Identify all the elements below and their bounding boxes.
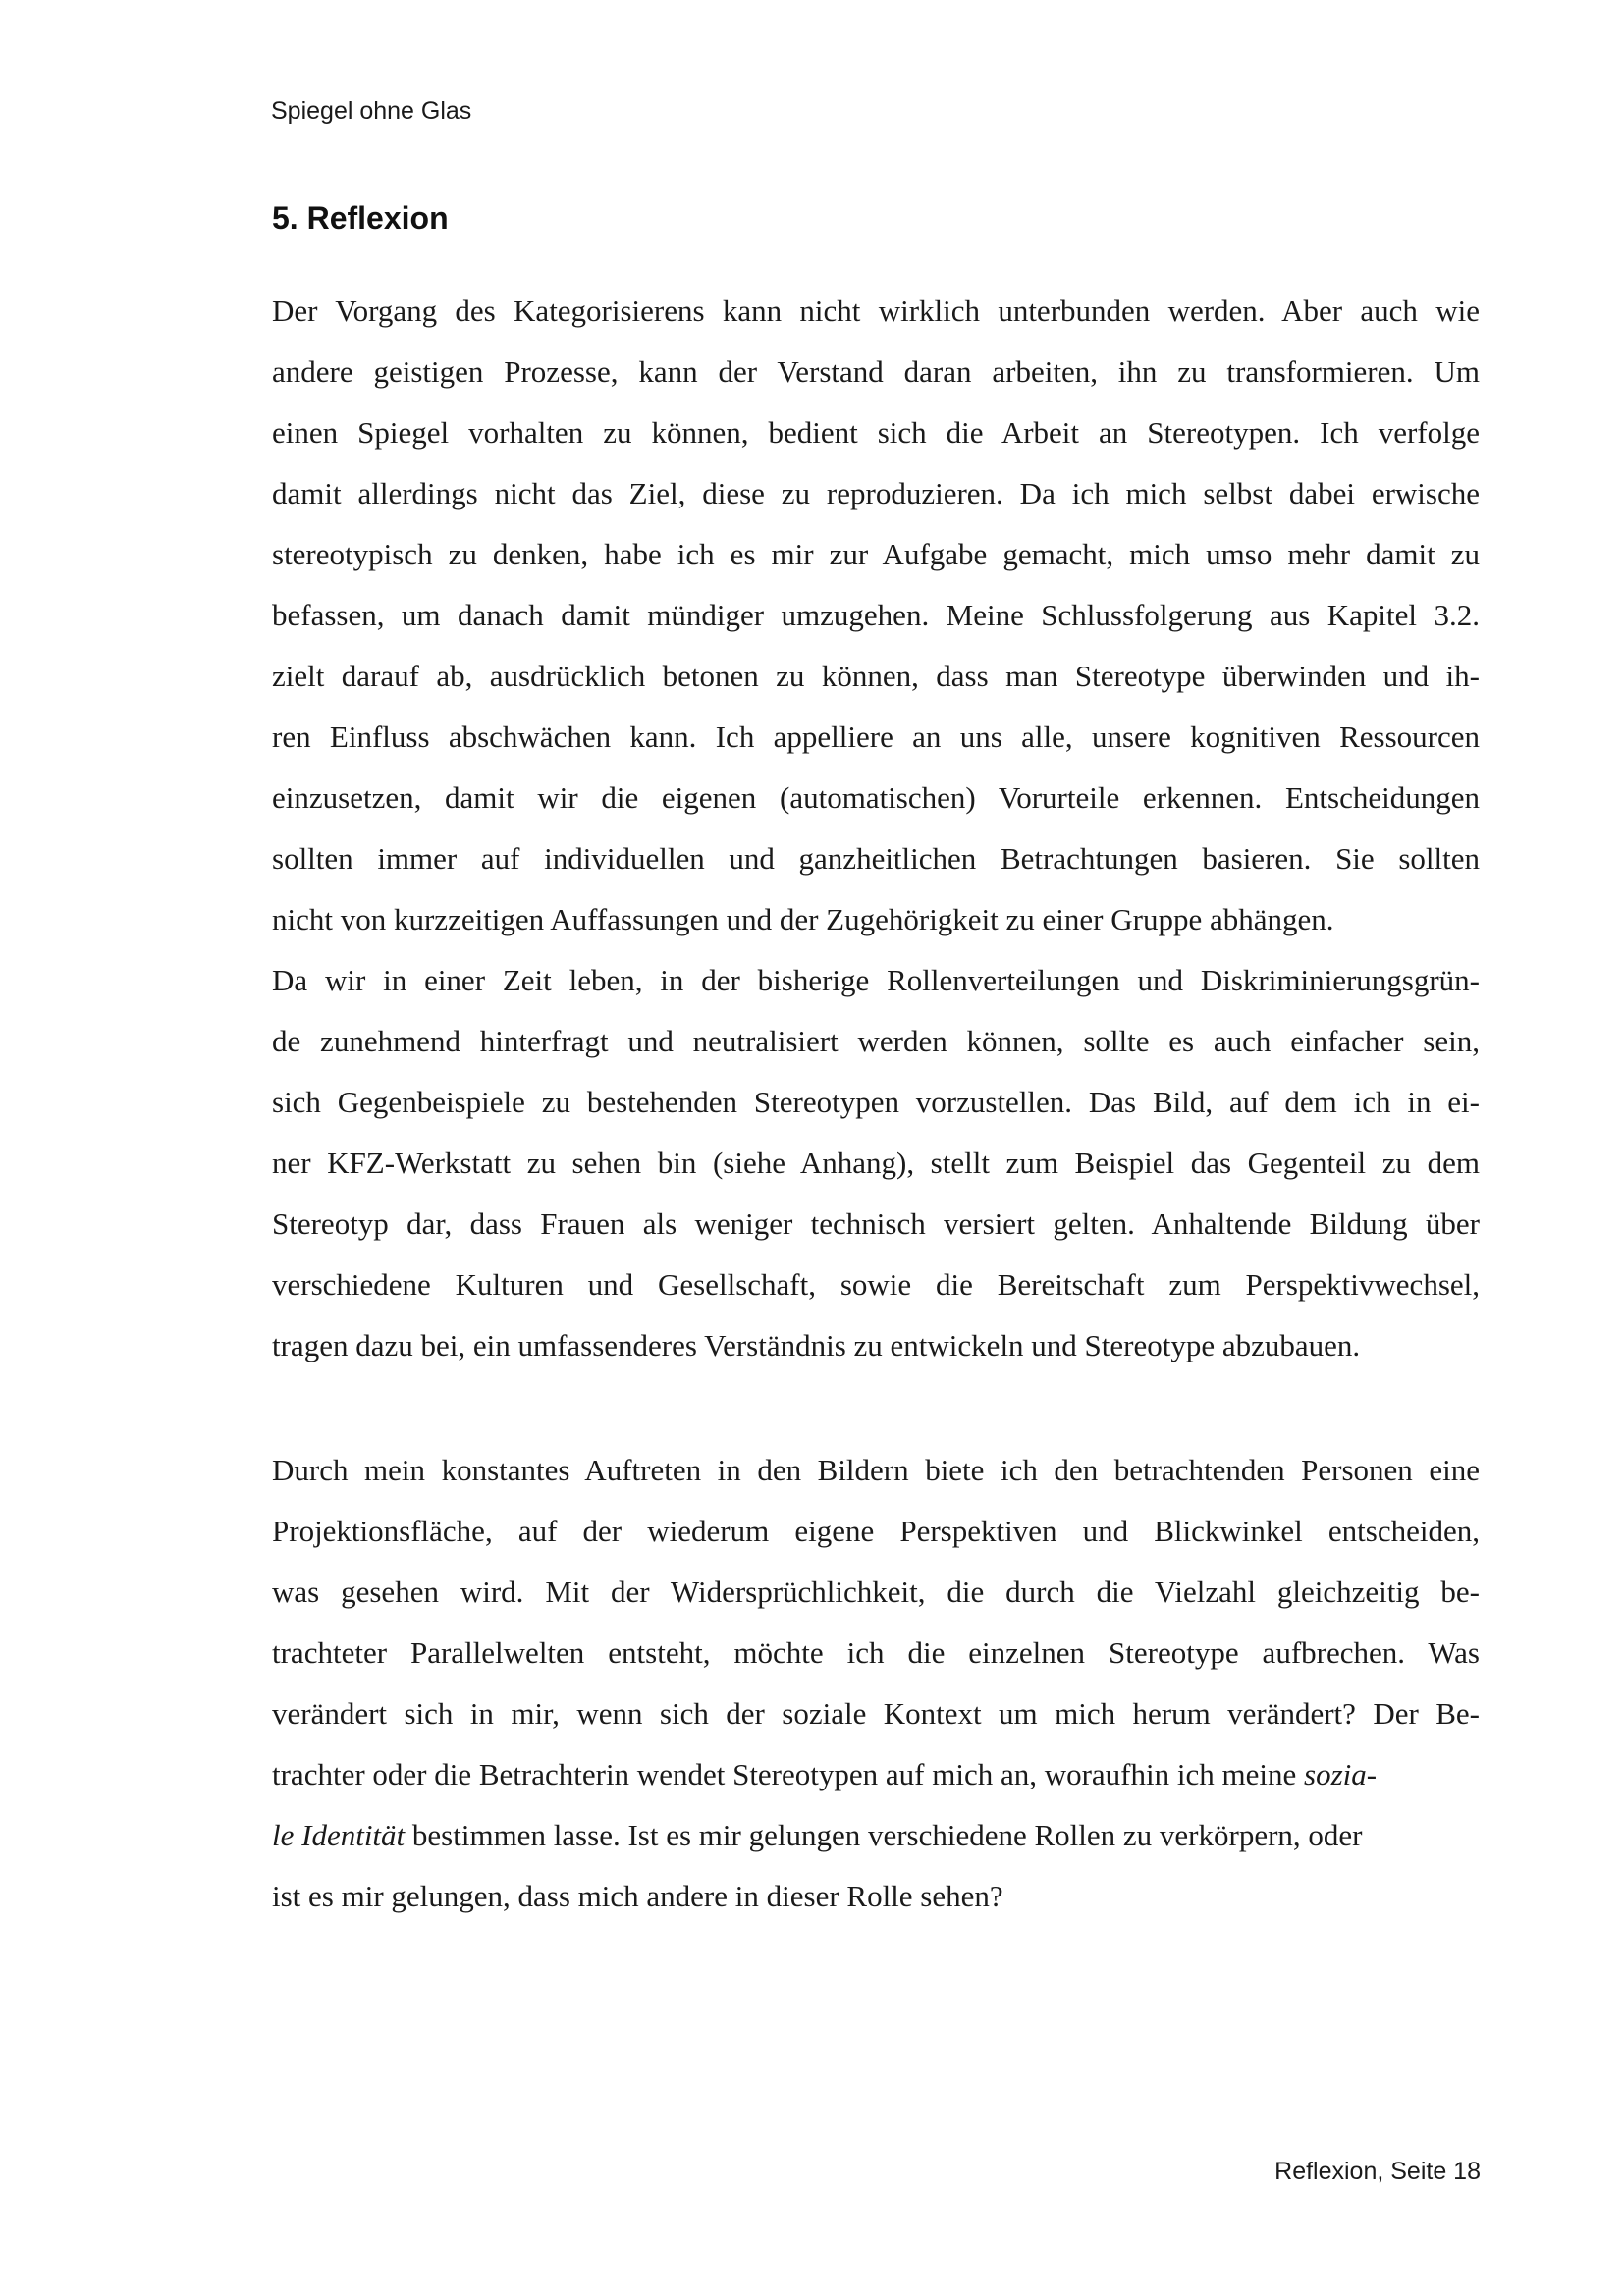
text-line: Da wir in einer Zeit leben, in der bisherige Rollenverteilungen und Diskriminierungsgrün- (272, 963, 1480, 997)
text-line: de zunehmend hinterfragt und neutralisiert werden können, sollte es auch einfacher sein, (272, 1024, 1480, 1058)
text-line: sich Gegenbeispiele zu bestehenden Stereotypen vorzustellen. Das Bild, auf dem ich in ei- (272, 1085, 1480, 1119)
text-line (272, 1805, 1480, 1866)
text-line: Durch mein konstantes Auftreten in den Bildern biete ich den betrachtenden Personen eine (272, 1453, 1480, 1487)
text-line: ren Einfluss abschwächen kann. Ich appelliere an uns alle, unsere kognitiven Ressourcen (272, 720, 1480, 754)
text-line: Der Vorgang des Kategorisierens kann nicht wirklich unterbunden werden. Aber auch wie (272, 294, 1480, 328)
text-line-start: trachter oder die Betrachterin wendet Stereotypen auf mich an, woraufhin ich meine (272, 1757, 1297, 1791)
running-header: Spiegel ohne Glas (271, 97, 472, 125)
text-line: nicht von kurzzeitigen Auffassungen und der Zugehörigkeit zu einer Gruppe abhängen. (272, 902, 1334, 936)
text-line: damit allerdings nicht das Ziel, diese zu reproduzieren. Da ich mich selbst dabei erwische (272, 476, 1480, 510)
section-heading: 5. Reflexion (272, 200, 449, 236)
text-line: verändert sich in mir, wenn sich der soziale Kontext um mich herum verändert? Der Be- (272, 1696, 1480, 1731)
text-line: befassen, um danach damit mündiger umzugehen. Meine Schlussfolgerung aus Kapitel 3.2. (272, 598, 1480, 632)
text-line: stereotypisch zu denken, habe ich es mir zur Aufgabe gemacht, mich umso mehr damit zu (272, 537, 1480, 571)
text-line: trachteter Parallelwelten entsteht, möchte ich die einzelnen Stereotype aufbrechen. Was (272, 1635, 1480, 1670)
paragraph-2 (272, 1440, 1480, 1927)
emphasized-term: le Identität (272, 1818, 406, 1852)
text-line-rest: bestimmen lasse. Ist es mir gelungen verschiedene Rollen zu verkörpern, oder (405, 1818, 1363, 1852)
emphasized-term: sozia- (1304, 1757, 1378, 1791)
paragraph-1 (272, 281, 1480, 1376)
text-line: ist es mir gelungen, dass mich andere in dieser Rolle sehen? (272, 1879, 1003, 1913)
page-footer: Reflexion, Seite 18 (1274, 2158, 1481, 2185)
text-line: Stereotyp dar, dass Frauen als weniger technisch versiert gelten. Anhaltende Bildung über (272, 1206, 1480, 1241)
text-line: was gesehen wird. Mit der Widersprüchlichkeit, die durch die Vielzahl gleichzeitig be- (272, 1575, 1480, 1609)
text-line: einen Spiegel vorhalten zu können, bedient sich die Arbeit an Stereotypen. Ich verfolge (272, 415, 1480, 450)
text-line: andere geistigen Prozesse, kann der Verstand daran arbeiten, ihn zu transformieren. Um (272, 354, 1480, 389)
text-line (272, 1744, 1480, 1805)
text-line: Projektionsfläche, auf der wiederum eigene Perspektiven und Blickwinkel entscheiden, (272, 1514, 1480, 1548)
text-line: einzusetzen, damit wir die eigenen (automatischen) Vorurteile erkennen. Entscheidungen (272, 780, 1480, 815)
text-line: sollten immer auf individuellen und ganzheitlichen Betrachtungen basieren. Sie sollten (272, 841, 1480, 876)
text-line: verschiedene Kulturen und Gesellschaft, sowie die Bereitschaft zum Perspektivwechsel, (272, 1267, 1480, 1302)
text-line: ner KFZ-Werkstatt zu sehen bin (siehe Anhang), stellt zum Beispiel das Gegenteil zu dem (272, 1146, 1480, 1180)
text-line: tragen dazu bei, ein umfassenderes Verständnis zu entwickeln und Stereotype abzubauen. (272, 1328, 1361, 1362)
text-line: zielt darauf ab, ausdrücklich betonen zu können, dass man Stereotype überwinden und ih- (272, 659, 1480, 693)
